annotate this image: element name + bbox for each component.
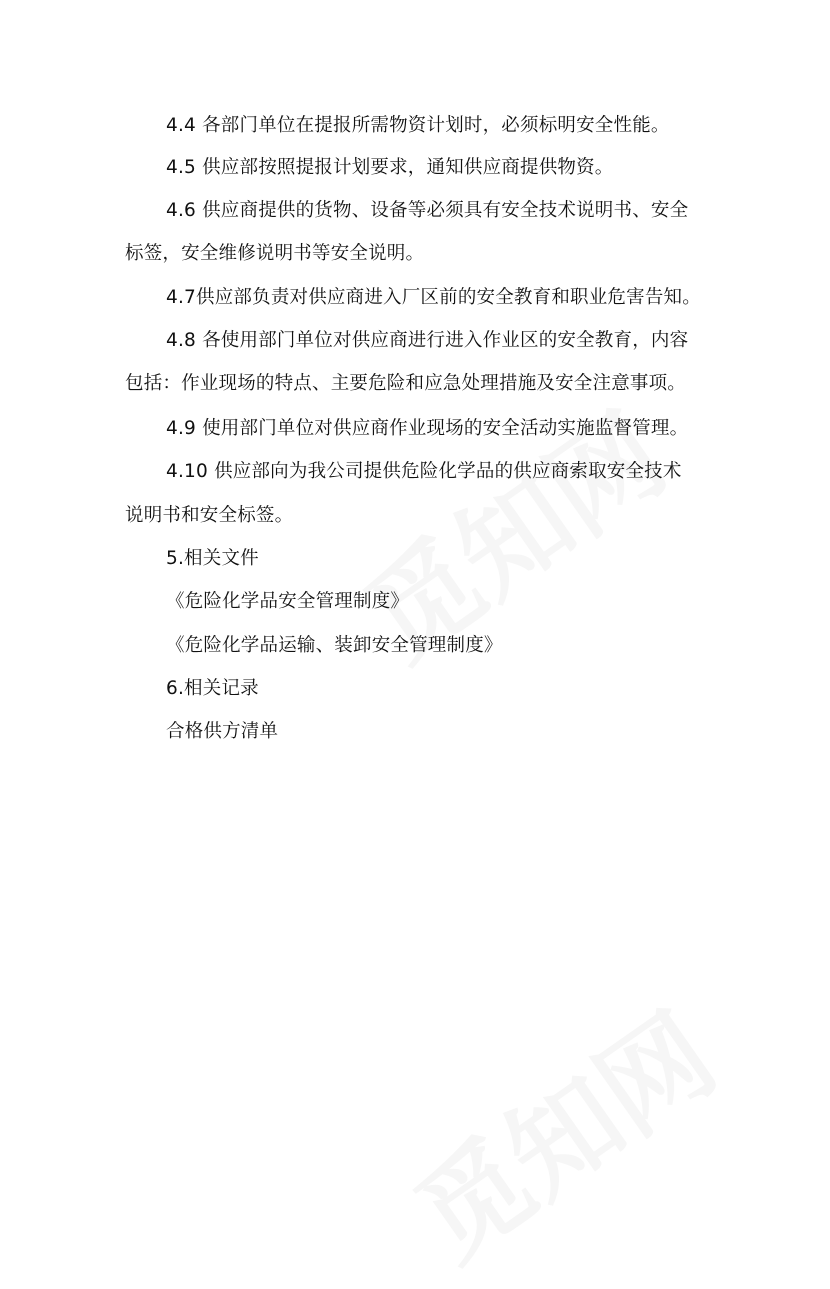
paragraph-line: 4.4 各部门单位在提报所需物资计划时，必须标明安全性能。	[166, 115, 670, 136]
paragraph-line: 标签，安全维修说明书等安全说明。	[125, 243, 425, 264]
section-heading: 6.相关记录	[166, 678, 259, 699]
paragraph-line: 4.10 供应部向为我公司提供危险化学品的供应商索取安全技术	[166, 461, 682, 482]
document-reference: 《危险化学品运输、装卸安全管理制度》	[166, 635, 503, 656]
paragraph-line: 说明书和安全标签。	[125, 505, 294, 526]
paragraph-line: 4.7供应部负责对供应商进入厂区前的安全教育和职业危害告知。	[166, 287, 701, 308]
section-heading: 5.相关文件	[166, 548, 259, 569]
paragraph-line: 4.9 使用部门单位对供应商作业现场的安全活动实施监督管理。	[166, 418, 689, 439]
paragraph-line: 4.6 供应商提供的货物、设备等必须具有安全技术说明书、安全	[166, 200, 689, 221]
paragraph-line: 4.8 各使用部门单位对供应商进行进入作业区的安全教育，内容	[166, 330, 689, 351]
paragraph-line: 包括：作业现场的特点、主要危险和应急处理措施及安全注意事项。	[125, 373, 687, 394]
record-item: 合格供方清单	[166, 721, 279, 742]
document-reference: 《危险化学品安全管理制度》	[166, 591, 410, 612]
paragraph-line: 4.5 供应部按照提报计划要求，通知供应商提供物资。	[166, 157, 614, 178]
watermark	[380, 971, 741, 1289]
